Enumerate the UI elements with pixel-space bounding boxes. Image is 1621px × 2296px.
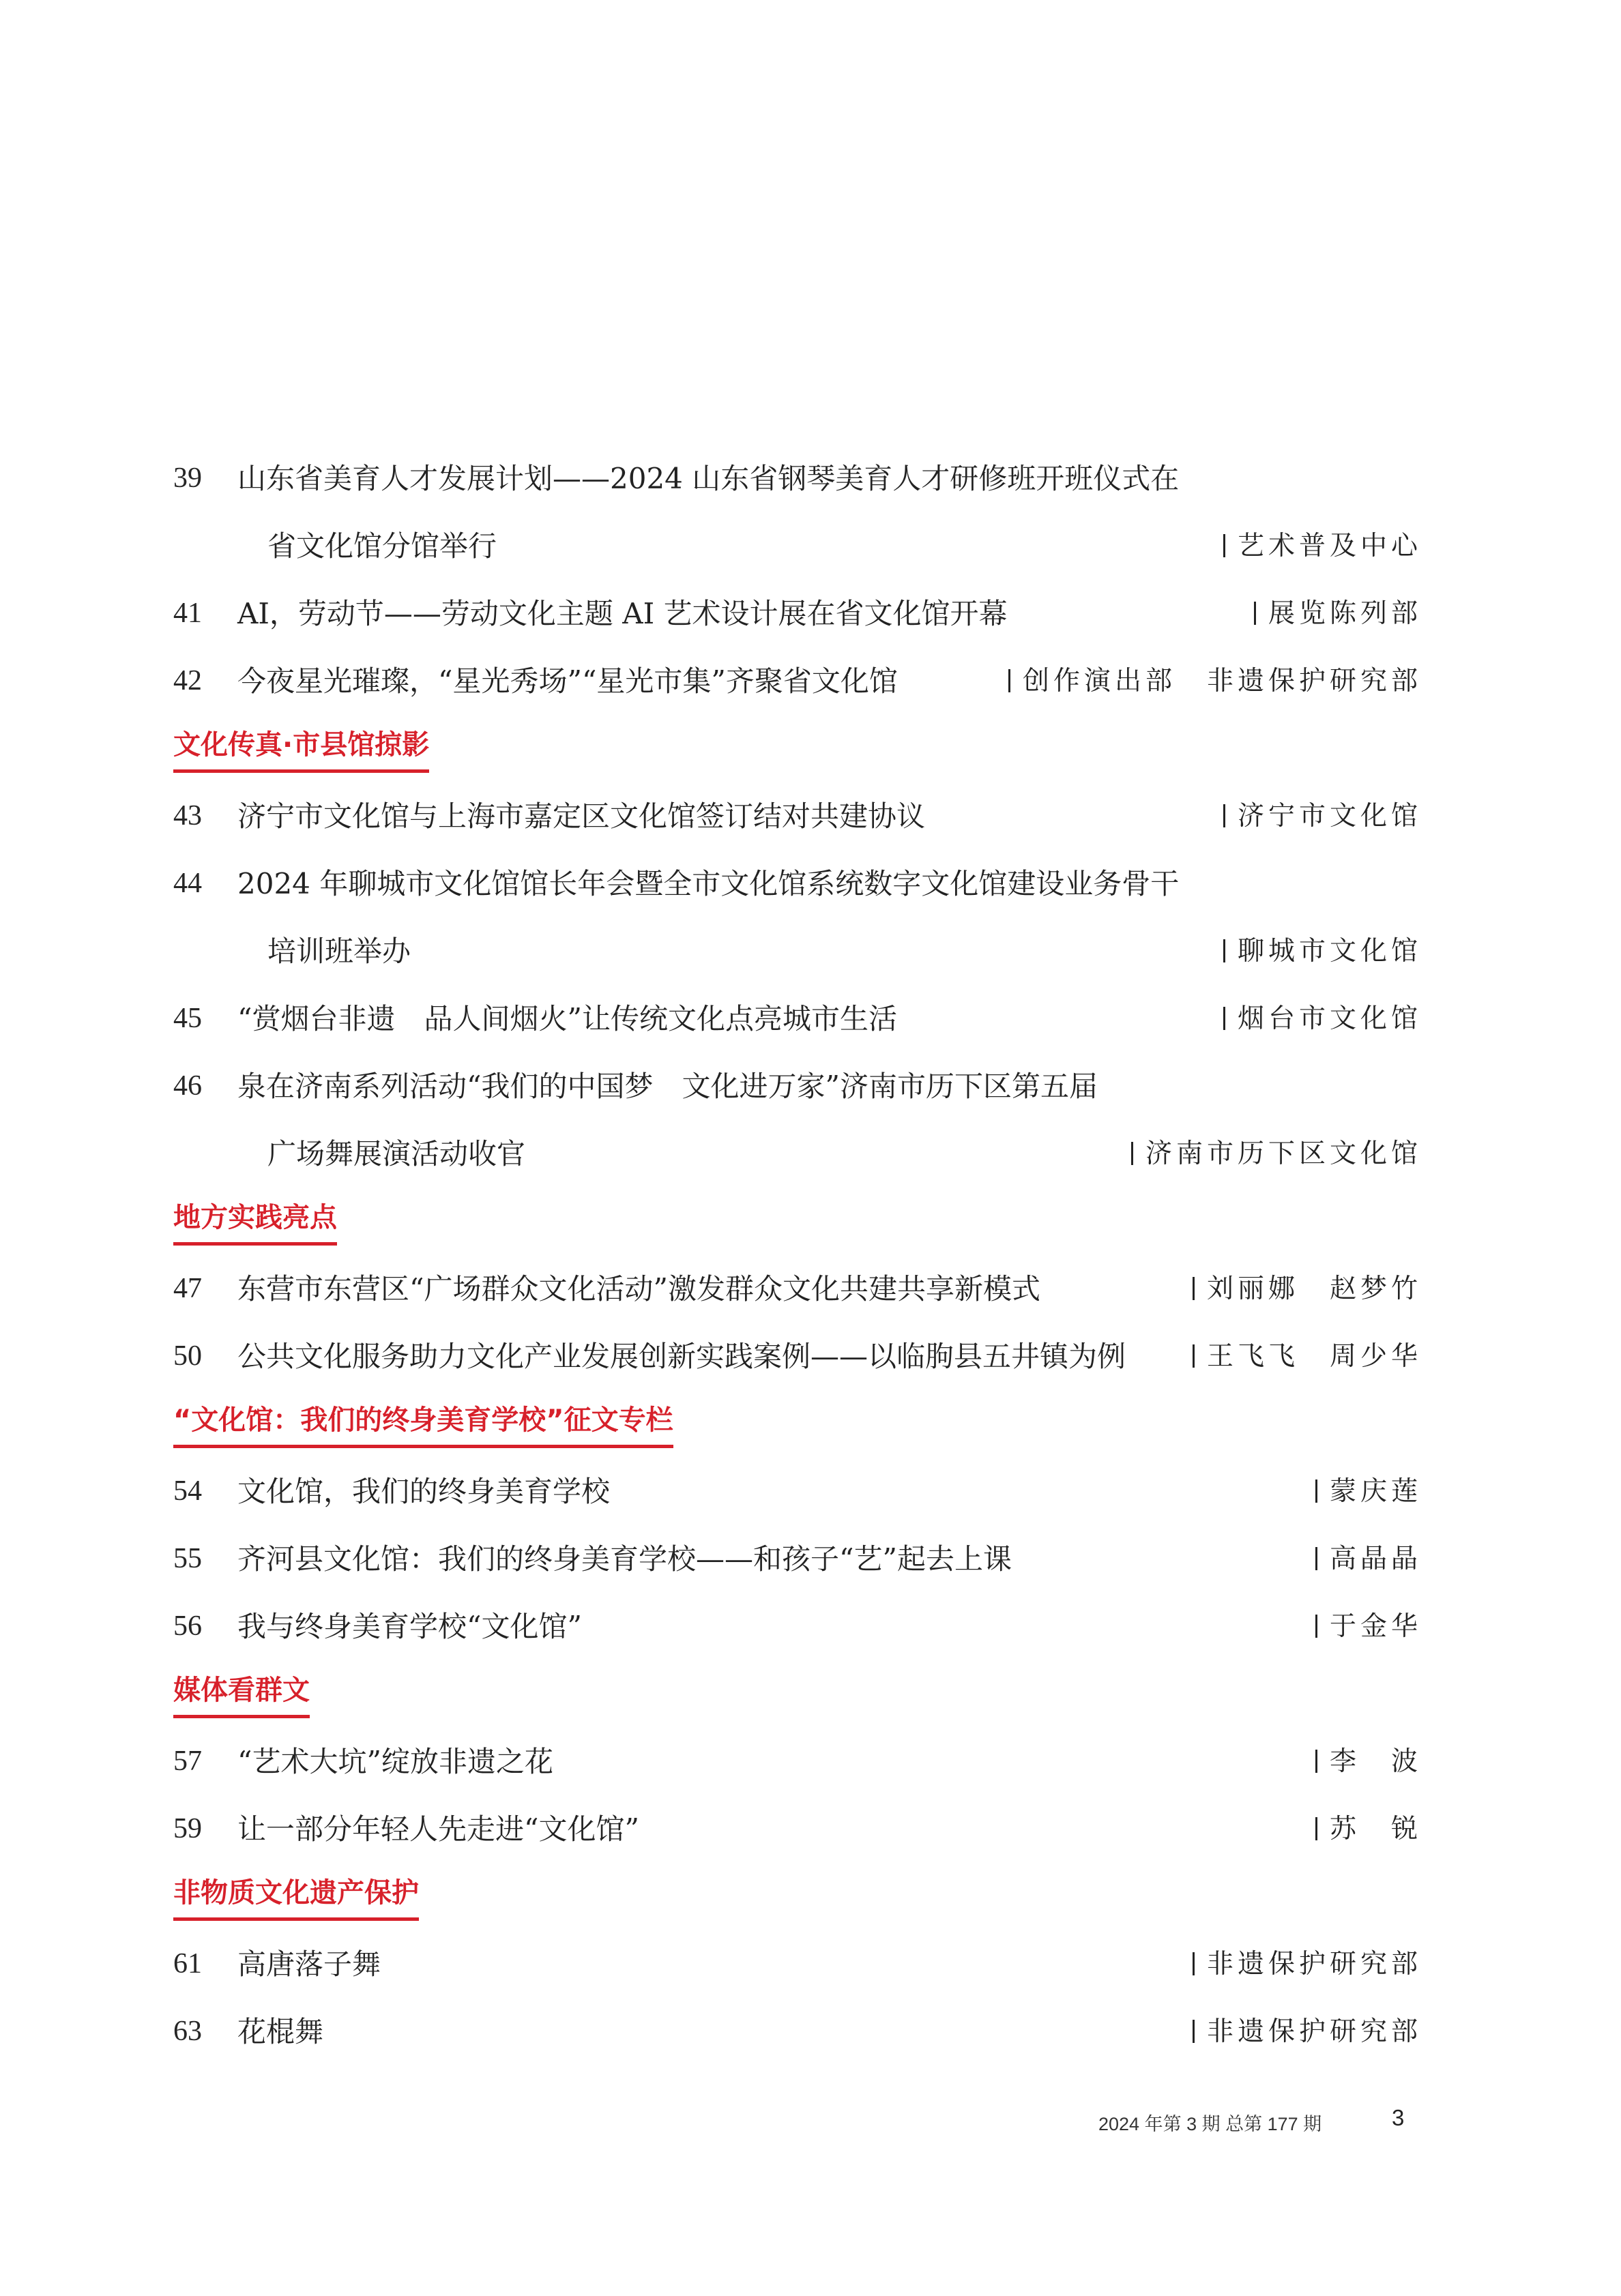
section-title: 文化传真·市县馆掠影	[173, 726, 429, 773]
toc-entry[interactable]	[173, 782, 1422, 850]
toc-author: 济宁市文化馆	[1223, 782, 1422, 850]
toc-entry[interactable]	[173, 580, 1422, 647]
toc-author: 济南市历下区文化馆	[1131, 1120, 1422, 1188]
toc-title: 省文化馆分馆举行	[267, 529, 497, 563]
toc-title: “艺术大坑”绽放非遗之花	[237, 1745, 553, 1778]
toc-page-number: 50	[173, 1340, 202, 1372]
section-title: 非物质文化遗产保护	[173, 1874, 419, 1921]
toc-page-number: 47	[173, 1273, 202, 1304]
toc-page-number: 63	[173, 2016, 202, 2047]
section-title: “文化馆：我们的终身美育学校”征文专栏	[173, 1401, 673, 1448]
toc-entry-continued[interactable]	[173, 917, 1422, 985]
section-header	[173, 1188, 1422, 1255]
toc-author: 李 波	[1315, 1728, 1422, 1795]
toc-entry[interactable]	[173, 1728, 1422, 1795]
toc-title: 公共文化服务助力文化产业发展创新实践案例——以临朐县五井镇为例	[237, 1340, 1126, 1373]
toc-page-number: 59	[173, 1813, 202, 1844]
toc-title: 让一部分年轻人先走进“文化馆”	[237, 1812, 639, 1846]
toc-entry[interactable]	[173, 445, 1422, 512]
toc-author: 蒙庆莲	[1315, 1458, 1422, 1525]
toc-title: 广场舞展演活动收官	[267, 1137, 526, 1171]
page-number: 3	[1392, 2105, 1405, 2130]
issue-info: 2024 年第 3 期 总第 177 期	[1098, 2114, 1322, 2134]
toc-title: 山东省美育人才发展计划——2024 山东省钢琴美育人才研修班开班仪式在	[237, 462, 1180, 495]
toc-entry[interactable]	[173, 1998, 1422, 2065]
toc-title: AI，劳动节——劳动文化主题 AI 艺术设计展在省文化馆开幕	[237, 597, 1008, 630]
toc-author: 苏 锐	[1315, 1795, 1422, 1863]
toc-author: 创作演出部 非遗保护研究部	[1008, 647, 1422, 715]
toc-page-number: 42	[173, 665, 202, 696]
toc-title: 济宁市文化馆与上海市嘉定区文化馆签订结对共建协议	[237, 799, 926, 833]
toc-author: 刘丽娜 赵梦竹	[1193, 1255, 1422, 1323]
toc-page-number: 54	[173, 1475, 202, 1507]
toc-entry[interactable]	[173, 1458, 1422, 1525]
toc-entry[interactable]	[173, 1525, 1422, 1593]
toc-author: 非遗保护研究部	[1193, 1998, 1422, 2065]
toc-title: 文化馆，我们的终身美育学校	[237, 1475, 611, 1508]
toc-title: “赏烟台非遗 品人间烟火”让传统文化点亮城市生活	[237, 1002, 897, 1035]
toc-title: 我与终身美育学校“文化馆”	[237, 1610, 582, 1643]
toc-author: 艺术普及中心	[1223, 512, 1422, 580]
toc-author: 于金华	[1315, 1593, 1422, 1660]
toc-page-number: 45	[173, 1003, 202, 1034]
section-header	[173, 1660, 1422, 1728]
toc-page-number: 44	[173, 868, 202, 899]
toc-page-number: 43	[173, 800, 202, 831]
toc-title: 花棍舞	[237, 2015, 324, 2048]
toc-title: 泉在济南系列活动“我们的中国梦 文化进万家”济南市历下区第五届	[237, 1070, 1098, 1103]
toc-page-number: 46	[173, 1070, 202, 1102]
toc-entry[interactable]	[173, 1795, 1422, 1863]
toc-entry[interactable]	[173, 1593, 1422, 1660]
toc-entry-continued[interactable]	[173, 1120, 1422, 1188]
toc-author: 聊城市文化馆	[1223, 917, 1422, 985]
toc-author: 高晶晶	[1315, 1525, 1422, 1593]
section-header	[173, 715, 1422, 782]
toc-entry[interactable]	[173, 1323, 1422, 1390]
toc-entry[interactable]	[173, 647, 1422, 715]
toc-page-number: 61	[173, 1948, 202, 1979]
toc-page-number: 57	[173, 1746, 202, 1777]
toc-title: 东营市东营区“广场群众文化活动”激发群众文化共建共享新模式	[237, 1272, 1040, 1306]
section-header	[173, 1863, 1422, 1930]
toc-title: 2024 年聊城市文化馆馆长年会暨全市文化馆系统数字文化馆建设业务骨干	[237, 867, 1180, 900]
toc-entry[interactable]	[173, 985, 1422, 1053]
toc-page-number: 41	[173, 598, 202, 629]
toc-entry[interactable]	[173, 1053, 1422, 1120]
toc-entry[interactable]	[173, 1930, 1422, 1998]
toc-author: 展览陈列部	[1254, 580, 1422, 647]
toc-entry[interactable]	[173, 850, 1422, 917]
section-title: 地方实践亮点	[173, 1198, 337, 1246]
toc-title: 高唐落子舞	[237, 1947, 381, 1981]
table-of-contents	[173, 445, 1422, 2065]
toc-entry-continued[interactable]	[173, 512, 1422, 580]
toc-page-number: 39	[173, 462, 202, 494]
toc-entry[interactable]	[173, 1255, 1422, 1323]
toc-page-number: 56	[173, 1610, 202, 1642]
toc-title: 今夜星光璀璨，“星光秀场”“星光市集”齐聚省文化馆	[237, 664, 898, 698]
toc-page-number: 55	[173, 1543, 202, 1574]
toc-author: 王飞飞 周少华	[1193, 1323, 1422, 1390]
toc-author: 烟台市文化馆	[1223, 985, 1422, 1053]
toc-author: 非遗保护研究部	[1193, 1930, 1422, 1998]
toc-title: 齐河县文化馆：我们的终身美育学校——和孩子“艺”起去上课	[237, 1542, 1012, 1576]
section-header	[173, 1390, 1422, 1458]
toc-title: 培训班举办	[267, 934, 411, 968]
section-title: 媒体看群文	[173, 1671, 310, 1718]
